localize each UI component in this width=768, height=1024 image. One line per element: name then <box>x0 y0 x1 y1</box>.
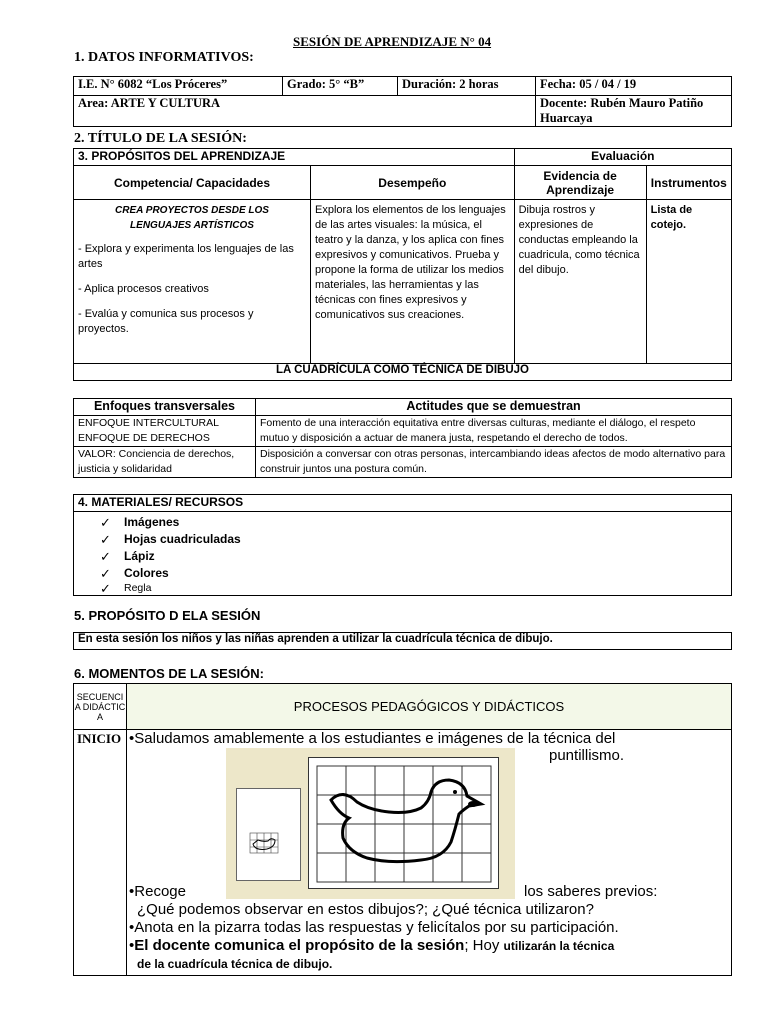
capacidad-item: - Aplica procesos creativos <box>78 283 209 295</box>
capacidad-item: - Explora y experimenta los lenguajes de las artes <box>78 243 294 270</box>
proposito-text: En esta sesión los niños y las niñas aprenden a utilizar la cuadrícula técnica de dibujo. <box>74 633 732 650</box>
bullet-text: ; Hoy <box>464 937 504 954</box>
bullet-recoge <box>129 883 186 900</box>
material-item: ✓ Regla <box>100 582 731 595</box>
valor-cell: VALOR: Conciencia de derechos, justicia y solidaridad <box>74 447 256 478</box>
col-desempeno: Desempeño <box>311 166 515 200</box>
enfoque-intercultural: ENFOQUE INTERCULTURAL <box>78 417 219 429</box>
secuencia-col-heading: SECUENCIA DIDÁCTICA <box>74 684 127 730</box>
grid-drawing-image <box>226 748 515 899</box>
proposito-table <box>73 632 732 650</box>
section-6-heading: 6. MOMENTOS DE LA SESIÓN: <box>74 666 264 681</box>
col-competencia: Competencia/ Capacidades <box>74 166 311 200</box>
section-2-heading: 2. TÍTULO DE LA SESIÓN: <box>74 131 247 146</box>
datos-table <box>73 76 732 127</box>
momentos-table <box>73 683 732 976</box>
grado-cell: Grado: 5° “B” <box>283 77 398 96</box>
section-5-heading: 5. PROPÓSITO D ELA SESIÓN <box>74 608 261 623</box>
puntillismo-text: puntillismo. <box>549 747 625 764</box>
bullet-dot: • <box>129 730 135 747</box>
bullet-text: Saludamos amablemente a los estudiantes e imágenes de la técnica del <box>134 730 616 747</box>
grid-duck-icon <box>309 758 498 888</box>
session-title-cell: LA CUADRÍCULA COMO TÉCNICA DE DIBUJO <box>74 364 732 381</box>
bullet-text: Anota en la pizarra todas las respuestas y felicítalos por su participación. <box>134 919 619 936</box>
enfoque-cell <box>74 416 256 447</box>
enfoques-table <box>73 398 732 478</box>
capacidad-item: - Evalúa y comunica sus procesos y proyectos. <box>78 308 254 335</box>
actitud-cell: Fomento de una interacción equitativa entre diversas culturas, mediante el diálogo, el respeto mutuo y disposición a actuar de manera justa, respetando el derecho de todos. <box>256 416 732 447</box>
inicio-cell: INICIO <box>74 730 127 976</box>
procesos-col-heading: PROCESOS PEDAGÓGICOS Y DIDÁCTICOS <box>127 684 732 730</box>
competencia-cell <box>74 200 311 364</box>
actitud-cell: Disposición a conversar con otras personas, intercambiando ideas afectos de modo alternativo para construir juntos una postura común. <box>256 447 732 478</box>
material-item: ✓ Hojas cuadriculadas <box>100 531 731 548</box>
duracion-cell: Duración: 2 horas <box>398 77 536 96</box>
inicio-content <box>127 730 732 976</box>
docente-continuation: de la cuadrícula técnica de dibujo. <box>137 957 333 971</box>
section-1-heading: 1. DATOS INFORMATIVOS: <box>74 50 254 65</box>
small-drawing <box>236 788 301 881</box>
ie-cell: I.E. N° 6082 “Los Próceres” <box>74 77 283 96</box>
materiales-heading: 4. MATERIALES/ RECURSOS <box>74 495 732 512</box>
evaluacion-heading: Evaluación <box>514 149 731 166</box>
enfoque-derechos: ENFOQUE DE DERECHOS <box>78 432 210 444</box>
saberes-text: los saberes previos: <box>524 883 658 900</box>
bullet-docente <box>129 937 614 955</box>
bullet-dot: • <box>129 937 135 954</box>
desempeno-cell: Explora los elementos de los lenguajes de las artes visuales: la música, el teatro y la danza, y los aplica con fines expresivos y comunicativos. Prueba y propone la forma de utilizar los medios materiales, las herramientas y las técnicas con fines expresivos y comunicativos sus creaciones. <box>311 200 515 364</box>
enfoques-col-heading: Enfoques transversales <box>74 399 256 416</box>
materiales-list <box>100 514 731 595</box>
bullet-anota <box>129 919 619 936</box>
bullet-text: utilizarán la técnica <box>503 939 615 953</box>
propositos-heading: 3. PROPÓSITOS DEL APRENDIZAJE <box>74 149 515 166</box>
page-title: SESIÓN DE APRENDIZAJE N° 04 <box>293 34 492 49</box>
small-grid-duck-icon <box>237 789 300 880</box>
evidencia-cell: Dibuja rostros y expresiones de conductas empleando la cuadricula, como técnica del dibujo. <box>514 200 646 364</box>
col-instrumentos: Instrumentos <box>646 166 731 200</box>
col-evidencia: Evidencia de Aprendizaje <box>514 166 646 200</box>
bullet-dot: • <box>129 883 135 900</box>
materiales-table <box>73 494 732 596</box>
propositos-table <box>73 148 732 381</box>
bullet-text: Recoge <box>134 883 186 900</box>
docente-cell: Docente: Rubén Mauro Patiño Huarcaya <box>536 96 732 127</box>
fecha-cell: Fecha: 05 / 04 / 19 <box>536 77 732 96</box>
area-cell: Area: ARTE Y CULTURA <box>74 96 536 127</box>
bullet-text: El docente comunica el propósito de la sesión <box>134 937 465 954</box>
material-item: ✓ Colores <box>100 565 731 582</box>
preguntas-text: ¿Qué podemos observar en estos dibujos?; ¿Qué técnica utilizaron? <box>137 901 594 918</box>
bullet-saludamos <box>129 730 704 747</box>
material-item: ✓ Imágenes <box>100 514 731 531</box>
actitudes-col-heading: Actitudes que se demuestran <box>256 399 732 416</box>
material-item: ✓ Lápiz <box>100 548 731 565</box>
instrumento-cell: Lista de cotejo. <box>646 200 731 364</box>
bullet-dot: • <box>129 919 135 936</box>
competencia-title: CREA PROYECTOS DESDE LOS LENGUAJES ARTÍSTICOS <box>115 205 269 231</box>
large-drawing <box>308 757 499 889</box>
